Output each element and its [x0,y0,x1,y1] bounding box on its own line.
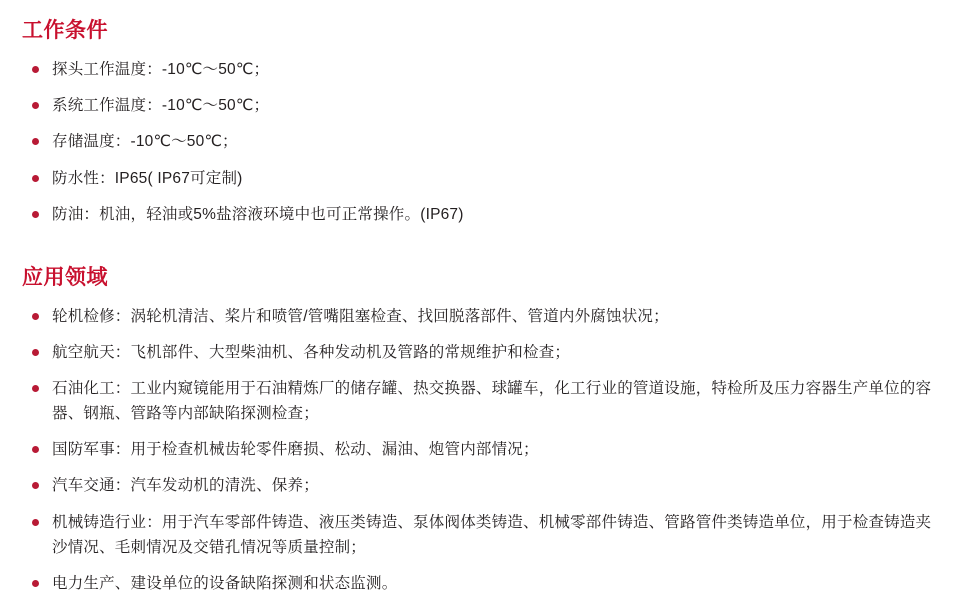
list-item [22,340,940,365]
list-item-text: 防水性：IP65( IP67可定制) [52,169,243,187]
bullet-dot-icon [32,446,39,453]
list-item-text: 机械铸造行业：用于汽车零部件铸造、液压类铸造、泵体阀体类铸造、机械零部件铸造、管路管件类铸造单位，用于检查铸造夹沙情况、毛刺情况及交错孔情况等质量控制； [52,513,932,556]
bullet-dot-icon [32,138,39,145]
list-item [22,304,940,329]
list-item-text: 轮机检修：涡轮机清洁、桨片和喷管/管嘴阻塞检查、找回脱落部件、管道内外腐蚀状况； [52,307,669,325]
list-item-text: 汽车交通：汽车发动机的清洗、保养； [52,477,319,495]
list-item-text: 石油化工：工业内窥镜能用于石油精炼厂的储存罐、热交换器、球罐车，化工行业的管道设施，特检所及压力容器生产单位的容器、钢瓶、管路等内部缺陷探测检查； [52,380,932,423]
bullet-dot-icon [32,482,39,489]
bullet-dot-icon [32,349,39,356]
list-item [22,166,940,191]
list-item [22,202,940,227]
list-item-text: 系统工作温度：-10℃～50℃； [52,97,270,115]
bullet-dot-icon [32,313,39,320]
list-item-text: 存储温度：-10℃～50℃； [52,133,238,151]
section-title-working-conditions: 工作条件 [22,19,108,42]
bullet-dot-icon [32,211,39,218]
section-working-conditions [22,18,940,227]
list-item [22,376,940,426]
list-item [22,129,940,154]
list-item-text: 电力生产、建设单位的设备缺陷探测和状态监测。 [52,574,398,592]
list-item [22,473,940,498]
bullet-dot-icon [32,385,39,392]
list-item [22,571,940,596]
bullet-dot-icon [32,580,39,587]
bullet-dot-icon [32,66,39,73]
bullet-dot-icon [32,175,39,182]
list-item [22,510,940,560]
list-item-text: 国防军事：用于检查机械齿轮零件磨损、松动、漏油、炮管内部情况； [52,441,539,459]
list-item-text: 防油：机油，轻油或5%盐溶液环境中也可正常操作。(IP67) [52,205,464,223]
section-application-fields [22,265,940,596]
working-conditions-list [22,57,940,227]
list-item-text: 航空航天：飞机部件、大型柴油机、各种发动机及管路的常规维护和检查； [52,344,571,362]
bullet-dot-icon [32,102,39,109]
list-item [22,57,940,82]
bullet-dot-icon [32,519,39,526]
section-title-application-fields: 应用领域 [22,265,108,289]
application-fields-list [22,304,940,596]
list-item [22,93,940,118]
list-item-text: 探头工作温度：-10℃～50℃； [52,61,270,79]
list-item [22,437,940,462]
